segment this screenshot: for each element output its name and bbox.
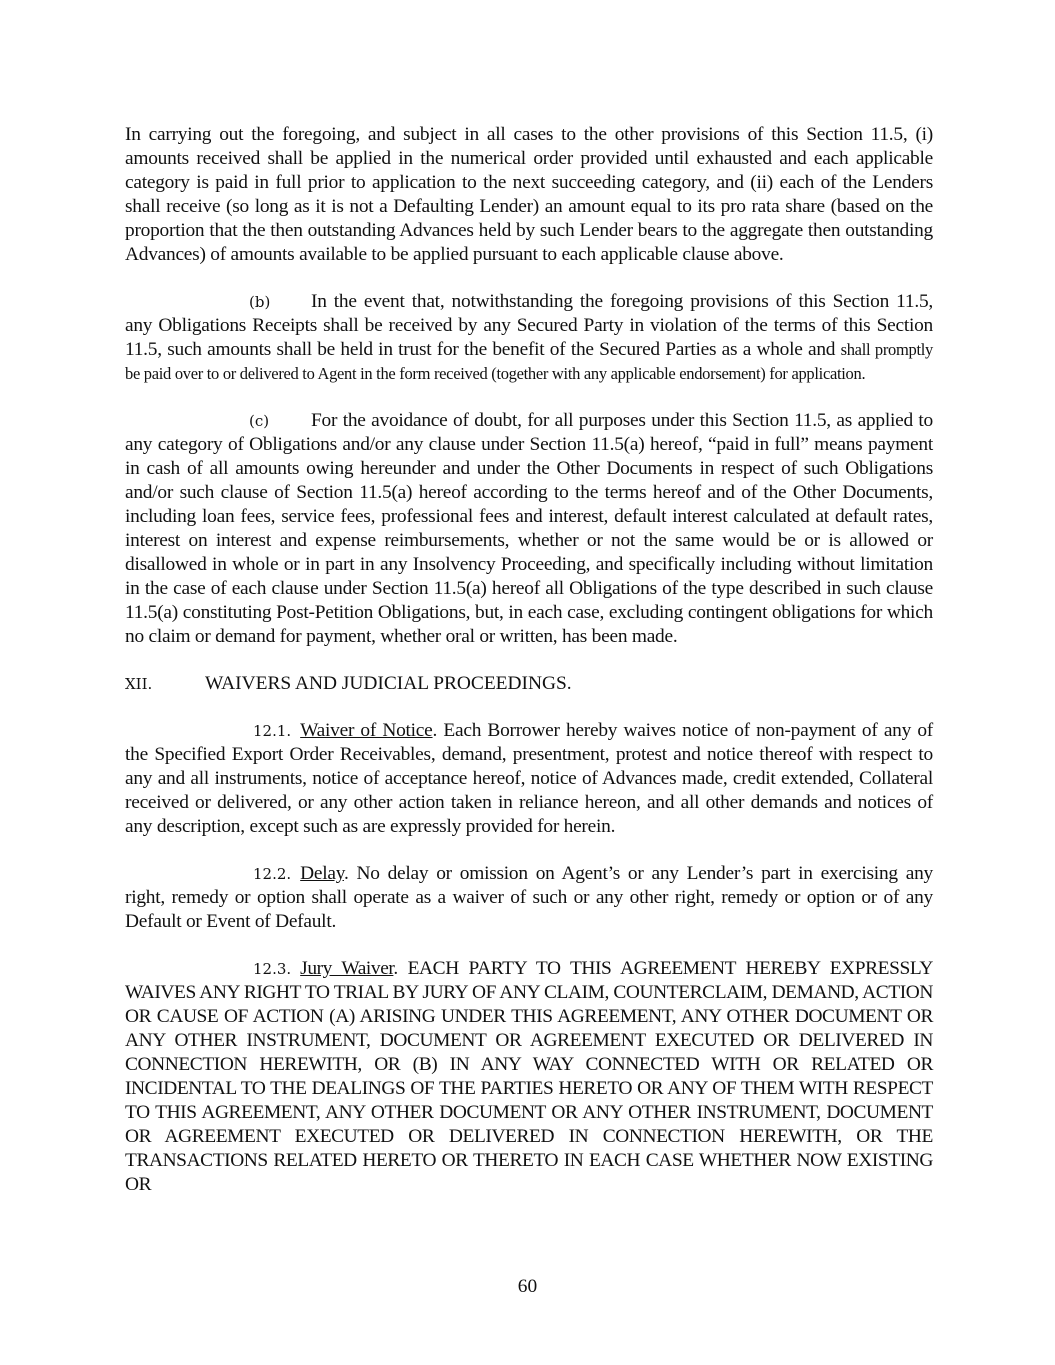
document-page [125, 123, 933, 1197]
section-title-delay: Delay [300, 863, 344, 884]
section-title-waiver-of-notice: Waiver of Notice [300, 720, 433, 741]
paragraph-c [125, 409, 933, 649]
paragraph-b-text: In the event that, notwithstanding the foregoing provisions of this Section 11.5, any Obligations Receipts shall be received by any Secured Party in violation of the terms of this Section 11.5, such amounts shall be held in trust for the benefit of the Secured Parties as a whole and [125, 291, 933, 360]
paragraph-b-text-small: shall promptly be paid over to or delivered to Agent in the form received (together with any applicable endorsement) for application. [125, 340, 933, 383]
section-12-2 [125, 862, 933, 934]
paragraph-intro: In carrying out the foregoing, and subject in all cases to the other provisions of this Section 11.5, (i) amounts received shall be applied in the numerical order provided until exhausted and each applicable category is paid in full prior to application to the next succeeding category, and (ii) each of the Lenders shall receive (so long as it is not a Defaulting Lender) an amount equal to its pro rata share (based on the proportion that the then outstanding Advances held by such Lender bears to the aggregate then outstanding Advances) of amounts available to be applied pursuant to each applicable clause above. [125, 124, 933, 265]
article-title: WAIVERS AND JUDICIAL PROCEEDINGS. [205, 673, 572, 694]
section-12-2-text: . No delay or omission on Agent’s or any Lender’s part in exercising any right, remedy or option shall operate as a waiver of such or any other right, remedy or option or of any Default or Event of Default. [125, 863, 933, 932]
clause-marker-c: (c) [249, 412, 270, 430]
section-12-3-text: . EACH PARTY TO THIS AGREEMENT HEREBY EXPRESSLY WAIVES ANY RIGHT TO TRIAL BY JURY OF ANY CLAIM, COUNTERCLAIM, DEMAND, ACTION OR CAUSE OF ACTION (A) ARISING UNDER THIS AGREEMENT, ANY OTHER DOCUMENT OR ANY OTHER INSTRUMENT, DOCUMENT OR AGREEMENT EXECUTED OR DELIVERED IN CONNECTION HEREWITH, OR (B) IN ANY WAY CONNECTED WITH OR RELATED OR INCIDENTAL TO THE DEALINGS OF THE PARTIES HERETO OR ANY OF THEM WITH RESPECT TO THIS AGREEMENT, ANY OTHER DOCUMENT OR ANY OTHER INSTRUMENT, DOCUMENT OR AGREEMENT EXECUTED OR DELIVERED IN CONNECTION HEREWITH, OR THE TRANSACTIONS RELATED HERETO OR THERETO IN EACH CASE WHETHER NOW EXISTING OR [125, 958, 933, 1195]
section-title-jury-waiver: Jury Waiver [300, 958, 394, 979]
article-number: XII. [125, 675, 153, 693]
paragraph-b [125, 290, 933, 386]
section-number-12-3: 12.3. [253, 960, 292, 978]
section-number-12-2: 12.2. [253, 865, 292, 883]
article-heading [125, 672, 933, 696]
section-number-12-1: 12.1. [253, 722, 292, 740]
paragraph-c-text: For the avoidance of doubt, for all purposes under this Section 11.5, as applied to any category of Obligations and/or any clause under Section 11.5(a) hereof, “paid in full” means payment in cash of all amounts owing hereunder and under the Other Documents in respect of such Obligations and/or such clause of Section 11.5(a) hereof according to the terms hereof and of the Other Documents, including loan fees, service fees, professional fees and interest, default interest calculated at default rates, interest on interest and expense reimbursements, whether or not the same would be or is allowed or disallowed in whole or in part in any Insolvency Proceeding, and specifically including without limitation in the case of each clause under Section 11.5(a) hereof all Obligations of the type described in such clause 11.5(a) constituting Post-Petition Obligations, but, in each case, excluding contingent obligations for which no claim or demand for payment, whether oral or written, has been made. [125, 410, 933, 647]
section-12-1 [125, 719, 933, 839]
page-number: 60 [517, 1276, 538, 1297]
section-12-3 [125, 957, 933, 1197]
clause-marker-b: (b) [249, 293, 271, 311]
section-12-1-text: . Each Borrower hereby waives notice of non-payment of any of the Specified Export Order Receivables, demand, presentment, protest and notice thereof with respect to any and all instruments, notice of acceptance hereof, notice of Advances made, credit extended, Collateral received or delivered, or any other action taken in reliance hereon, and all other demands and notices of any description, except such as are expressly provided for herein. [125, 720, 933, 837]
